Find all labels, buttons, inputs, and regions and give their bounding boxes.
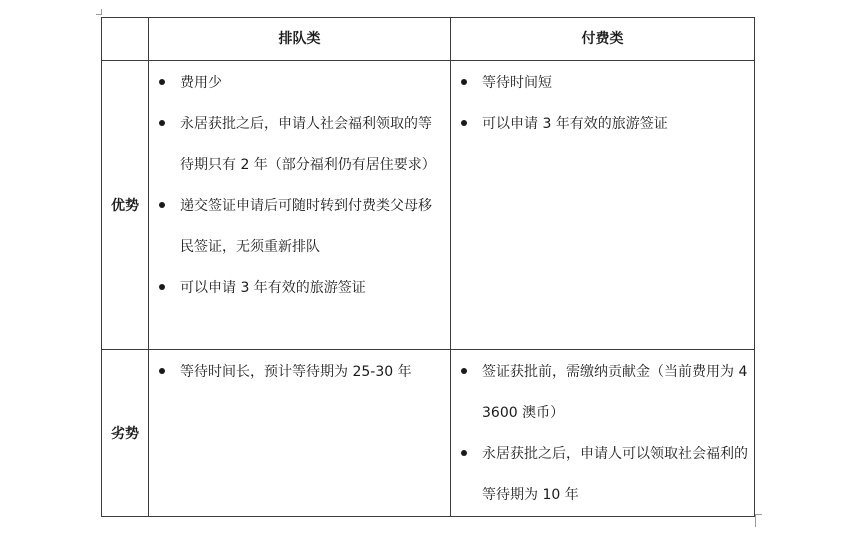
disadvantages-paid-list	[451, 350, 754, 516]
list-item: 签证获批前，需缴纳贡献金（当前费用为 43600 澳币）	[451, 352, 748, 434]
advantages-queue-cell	[149, 61, 451, 350]
row-label-advantages: 优势	[102, 61, 149, 350]
list-item: 可以申请 3 年有效的旅游签证	[451, 104, 748, 145]
header-corner-cell	[102, 18, 149, 61]
advantages-queue-list	[149, 61, 450, 309]
list-item: 永居获批之后，申请人可以领取社会福利的等待期为 10 年	[451, 434, 748, 516]
crop-mark-top-left	[96, 9, 102, 15]
list-item: 递交签证申请后可随时转到付费类父母移民签证，无须重新排队	[149, 186, 444, 268]
crop-mark-bottom-right	[755, 514, 762, 527]
disadvantages-paid-cell	[451, 350, 755, 517]
advantages-paid-list	[451, 61, 754, 145]
list-item: 费用少	[149, 63, 444, 104]
table-row-disadvantages	[102, 350, 755, 517]
comparison-table	[101, 17, 755, 517]
table-row-advantages	[102, 61, 755, 350]
list-item: 永居获批之后，申请人社会福利领取的等待期只有 2 年（部分福利仍有居住要求）	[149, 104, 444, 186]
table-header-row	[102, 18, 755, 61]
disadvantages-queue-cell	[149, 350, 451, 517]
header-queue-type: 排队类	[149, 18, 451, 61]
list-item: 等待时间短	[451, 63, 748, 104]
list-item: 可以申请 3 年有效的旅游签证	[149, 268, 444, 309]
row-label-disadvantages: 劣势	[102, 350, 149, 517]
advantages-paid-cell	[451, 61, 755, 350]
disadvantages-queue-list	[149, 350, 450, 393]
list-item: 等待时间长，预计等待期为 25-30 年	[149, 352, 444, 393]
header-paid-type: 付费类	[451, 18, 755, 61]
